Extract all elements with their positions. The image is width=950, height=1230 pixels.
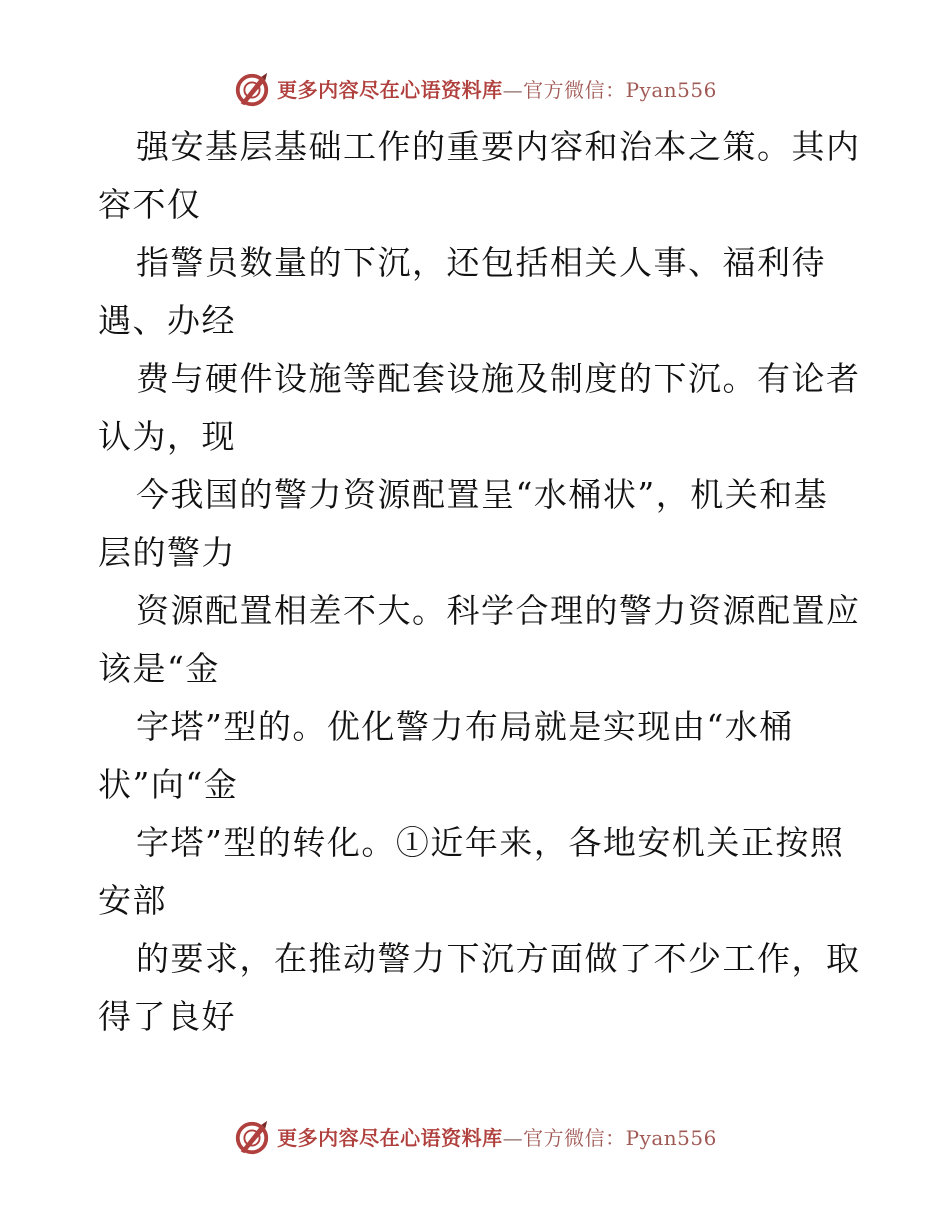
body-line: 遇、办经 <box>98 301 236 340</box>
body-line: 资源配置相差不大。科学合理的警力资源配置应 <box>136 591 861 630</box>
body-line: 安部 <box>98 881 167 920</box>
footer-banner-text <box>277 1128 717 1148</box>
body-line: 字塔”型的。优化警力布局就是实现由“水桶 <box>136 707 794 746</box>
body-line: 层的警力 <box>98 533 236 572</box>
quill-seal-icon <box>233 1119 271 1157</box>
body-line: 认为，现 <box>98 417 236 456</box>
body-line: 状”向“金 <box>98 765 239 804</box>
body-line: 强安基层基础工作的重要内容和治本之策。其内 <box>136 127 861 166</box>
footer-banner <box>0 1116 950 1160</box>
footer-brand: 更多内容尽在心语资料库 <box>277 1126 503 1150</box>
body-line: 字塔”型的转化。①近年来，各地安机关正按照 <box>136 823 845 862</box>
body-line: 今我国的警力资源配置呈“水桶状”，机关和基 <box>136 475 829 514</box>
footer-separator: — <box>502 1126 524 1150</box>
body-line: 指警员数量的下沉，还包括相关人事、福利待 <box>136 243 826 282</box>
body-line: 的要求，在推动警力下沉方面做了不少工作，取 <box>136 939 861 978</box>
header-brand: 更多内容尽在心语资料库 <box>277 78 503 102</box>
footer-contact: 官方微信：Pyan556 <box>523 1126 717 1150</box>
header-banner <box>0 68 950 112</box>
body-line: 该是“金 <box>98 649 220 688</box>
body-line: 容不仅 <box>98 185 202 224</box>
header-contact: 官方微信：Pyan556 <box>523 78 717 102</box>
body-line: 得了良好 <box>98 997 236 1036</box>
body-line: 费与硬件设施等配套设施及制度的下沉。有论者 <box>136 359 861 398</box>
header-separator: — <box>502 78 524 102</box>
body-text <box>0 118 950 1046</box>
header-banner-text <box>277 80 717 100</box>
quill-seal-icon <box>233 71 271 109</box>
